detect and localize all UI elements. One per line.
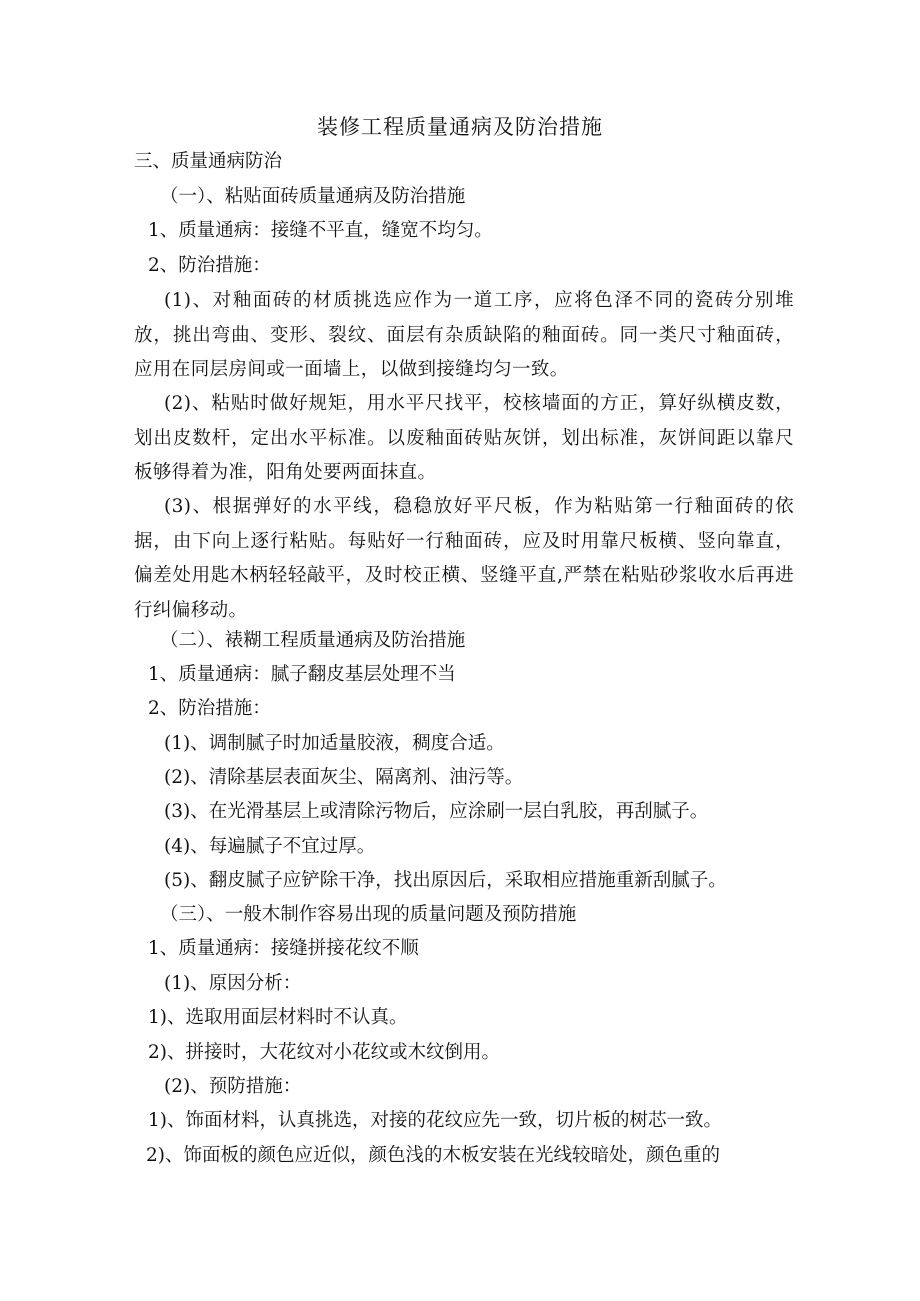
part1-problem: 1、质量通病：接缝不平直，缝宽不均匀。 <box>148 220 493 241</box>
part3-prevention-label: (2)、预防措施： <box>164 1076 302 1097</box>
document-title: 装修工程质量通病及防治措施 <box>317 115 603 139</box>
part2-item-1: (1)、调制腻子时加适量胶液，稠度合适。 <box>164 733 505 754</box>
part2-heading: （二）、裱糊工程质量通病及防治措施 <box>160 630 466 651</box>
part3-problem: 1、质量通病：接缝拼接花纹不顺 <box>148 938 419 959</box>
part3-prevention-1: 1)、饰面材料，认真挑选，对接的花纹应先一致，切片板的树芯一致。 <box>148 1110 722 1131</box>
part2-problem: 1、质量通病：腻子翻皮基层处理不当 <box>148 664 456 685</box>
part3-cause-2: 2)、拼接时，大花纹对小花纹或木纹倒用。 <box>148 1042 500 1063</box>
part3-cause-label: (1)、原因分析： <box>164 973 302 994</box>
part1-heading: （一）、粘贴面砖质量通病及防治措施 <box>160 186 466 207</box>
part2-item-3: (3)、在光滑基层上或清除污物后，应涂刷一层白乳胶，再刮腻子。 <box>164 801 709 822</box>
part2-item-4: (4)、每遍腻子不宜过厚。 <box>164 836 376 857</box>
part3-heading: （三）、一般木制作容易出现的质量问题及预防措施 <box>160 904 577 925</box>
part1-item-3: (3)、根据弹好的水平线，稳稳放好平尺板，作为粘贴第一行釉面砖的依据，由下向上逐行粘贴。每贴好一行釉面砖，应及时用靠尺板横、竖向靠直，偏差处用匙木柄轻轻敲平，及时校正横、竖缝平直,严禁在粘贴砂浆收水后再进行纠偏移动。 <box>134 496 794 621</box>
part3-prevention-2: 2)、饰面板的颜色应近似，颜色浅的木板安装在光线较暗处，颜色重的 <box>146 1145 720 1166</box>
part1-item-2: (2)、粘贴时做好规矩，用水平尺找平，校核墙面的方正，算好纵横皮数，划出皮数杆，定出水平标准。以废釉面砖贴灰饼，划出标准，灰饼间距以靠尺板够得着为准，阳角处要两面抹直。 <box>134 393 794 483</box>
part1-measures-label: 2、防治措施： <box>148 255 271 276</box>
part1-item-1: (1)、对釉面砖的材质挑选应作为一道工序，应将色泽不同的瓷砖分别堆放，挑出弯曲、变形、裂纹、面层有杂质缺陷的釉面砖。同一类尺寸釉面砖，应用在同层房间或一面墙上，以做到接缝均匀一致。 <box>134 290 794 380</box>
section-heading: 三、质量通病防治 <box>134 151 283 172</box>
part2-item-5: (5)、翻皮腻子应铲除干净，找出原因后，采取相应措施重新刮腻子。 <box>164 870 727 891</box>
part3-cause-1: 1)、选取用面层材料时不认真。 <box>148 1007 408 1028</box>
part2-item-2: (2)、清除基层表面灰尘、隔离剂、油污等。 <box>164 767 524 788</box>
part2-measures-label: 2、防治措施： <box>148 698 271 719</box>
